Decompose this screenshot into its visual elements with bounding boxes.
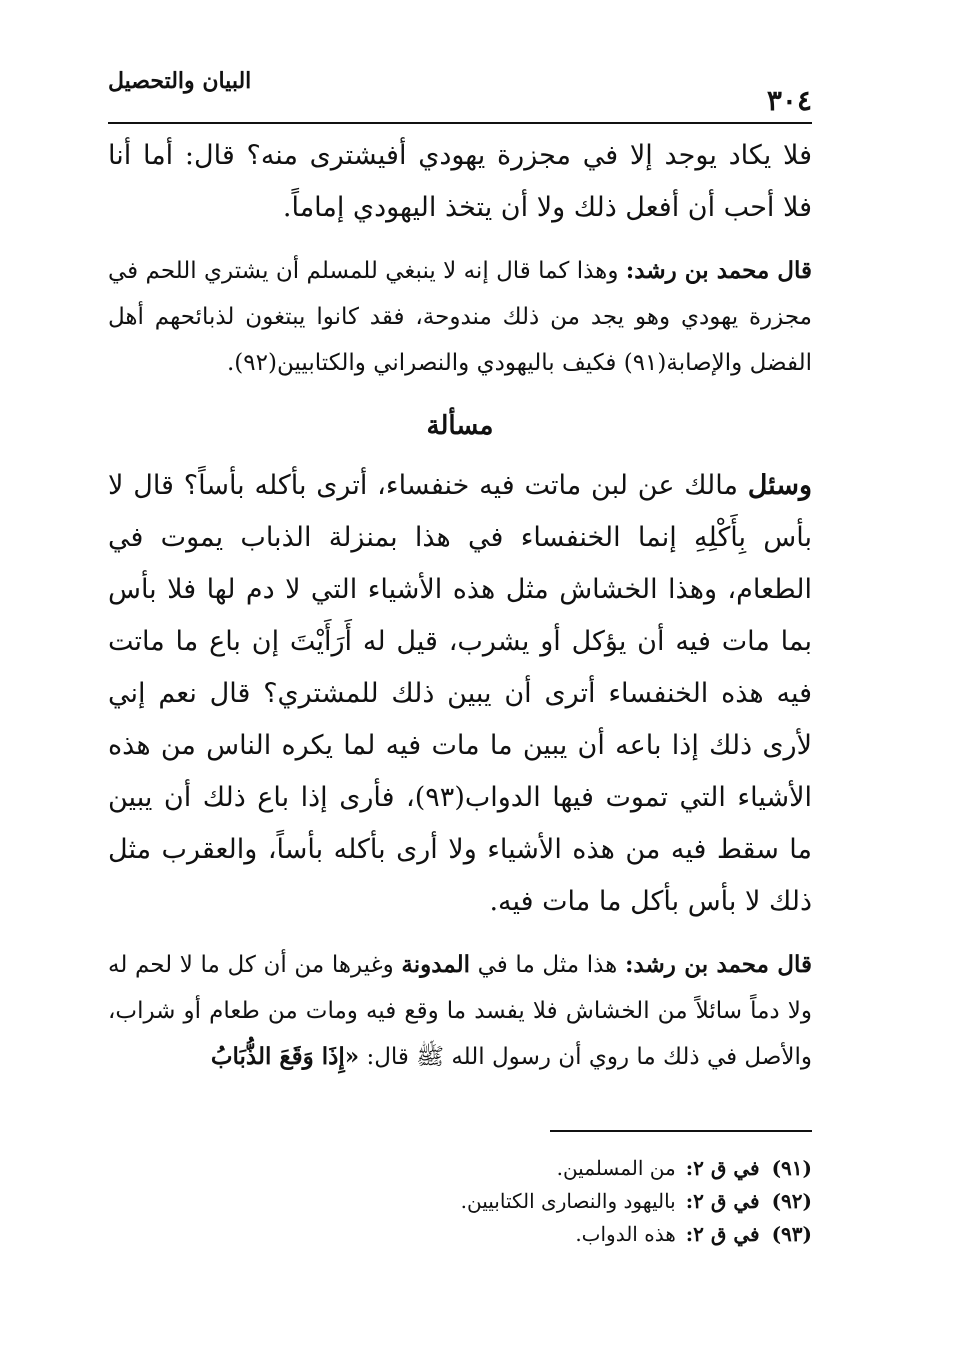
footnote-source: في ق ٢: — [685, 1189, 760, 1213]
mudawwana-word: المدونة — [401, 951, 470, 978]
footnote-number: (٩٣) — [771, 1222, 812, 1246]
paragraph-4-commentary — [108, 942, 812, 1080]
section-title: مسألة — [426, 411, 494, 441]
footnote-source: في ق ٢: — [685, 1156, 760, 1180]
paragraph-2-commentary — [108, 248, 812, 386]
footnote-text: هذه الدواب. — [575, 1222, 676, 1246]
commentary-lead: قال محمد بن رشد: — [625, 257, 813, 284]
footnote-number: (٩١) — [771, 1156, 812, 1180]
paragraph-4-text-a: هذا مثل ما في — [477, 952, 618, 978]
footnote-93 — [108, 1218, 812, 1251]
paragraph-1-text: فلا يكاد يوجد إلا في مجزرة يهودي أفيشترى منه؟ قال: أما أنا فلا أحب أن أفعل ذلك ولا أن يتخذ اليهودي إماماً. — [108, 140, 812, 223]
page-number: ٣٠٤ — [766, 84, 812, 117]
footnote-rule — [550, 1130, 812, 1132]
footnote-source: في ق ٢: — [685, 1222, 760, 1246]
paragraph-1 — [108, 130, 812, 234]
question-lead: وسئل — [747, 470, 812, 501]
footnote-text: من المسلمين. — [556, 1156, 676, 1180]
paragraph-2-text: وهذا كما قال إنه لا ينبغي للمسلم أن يشتري اللحم في مجزرة يهودي وهو يجد من ذلك مندوحة، فقد كانوا يبتغون لذبائحهم أهل الفضل والإصابة(٩١) فكيف باليهودي والنصراني والكتابيين(٩٢). — [108, 258, 812, 376]
footnote-text: باليهود والنصارى الكتابيين. — [460, 1189, 676, 1213]
footnote-number: (٩٢) — [771, 1189, 812, 1213]
page-body — [108, 130, 812, 1080]
commentary-lead-2: قال محمد بن رشد: — [624, 951, 813, 978]
paragraph-4-text-b: وغيرها من أن كل ما لا لحم له ولا دماً سائلاً من الخشاش فلا يفسد ما وقع فيه ومات من طعام أو شراب، والأصل في ذلك ما روي أن رسول الله ﷺ قال: — [108, 952, 812, 1070]
running-title: البيان والتحصيل — [108, 68, 252, 94]
page-header — [108, 64, 812, 124]
paragraph-3-text: مالك عن لبن ماتت فيه خنفساء، أترى بأكله بأساً؟ قال لا بأس بِأَكْلِهِ إنما الخنفساء في هذا بمنزلة الذباب يموت في الطعام، وهذا الخشاش مثل هذه الأشياء التي لا دم لها فلا بأس بما مات فيه أن يؤكل أو يشرب، قيل له أَرَأَيْتَ إن باع ما ماتت فيه هذه الخنفساء أترى أن يبين ذلك للمشتري؟ قال نعم إني لأرى ذلك إذا باعه أن يبين ما مات فيه لما يكره الناس من هذه الأشياء التي تموت فيها الدواب(٩٣)، فأرى إذا باع ذلك أن يبين ما سقط فيه من هذه الأشياء ولا أرى بأكله بأساً، والعقرب مثل ذلك لا بأس بأكل ما مات فيه. — [108, 470, 812, 917]
footnote-list — [108, 1152, 812, 1251]
paragraph-3-question — [108, 460, 812, 928]
footnote-92 — [108, 1185, 812, 1218]
hadith-quote: «إِذَا وَقَعَ الذُّبَابُ — [210, 1043, 360, 1070]
footnote-91 — [108, 1152, 812, 1185]
